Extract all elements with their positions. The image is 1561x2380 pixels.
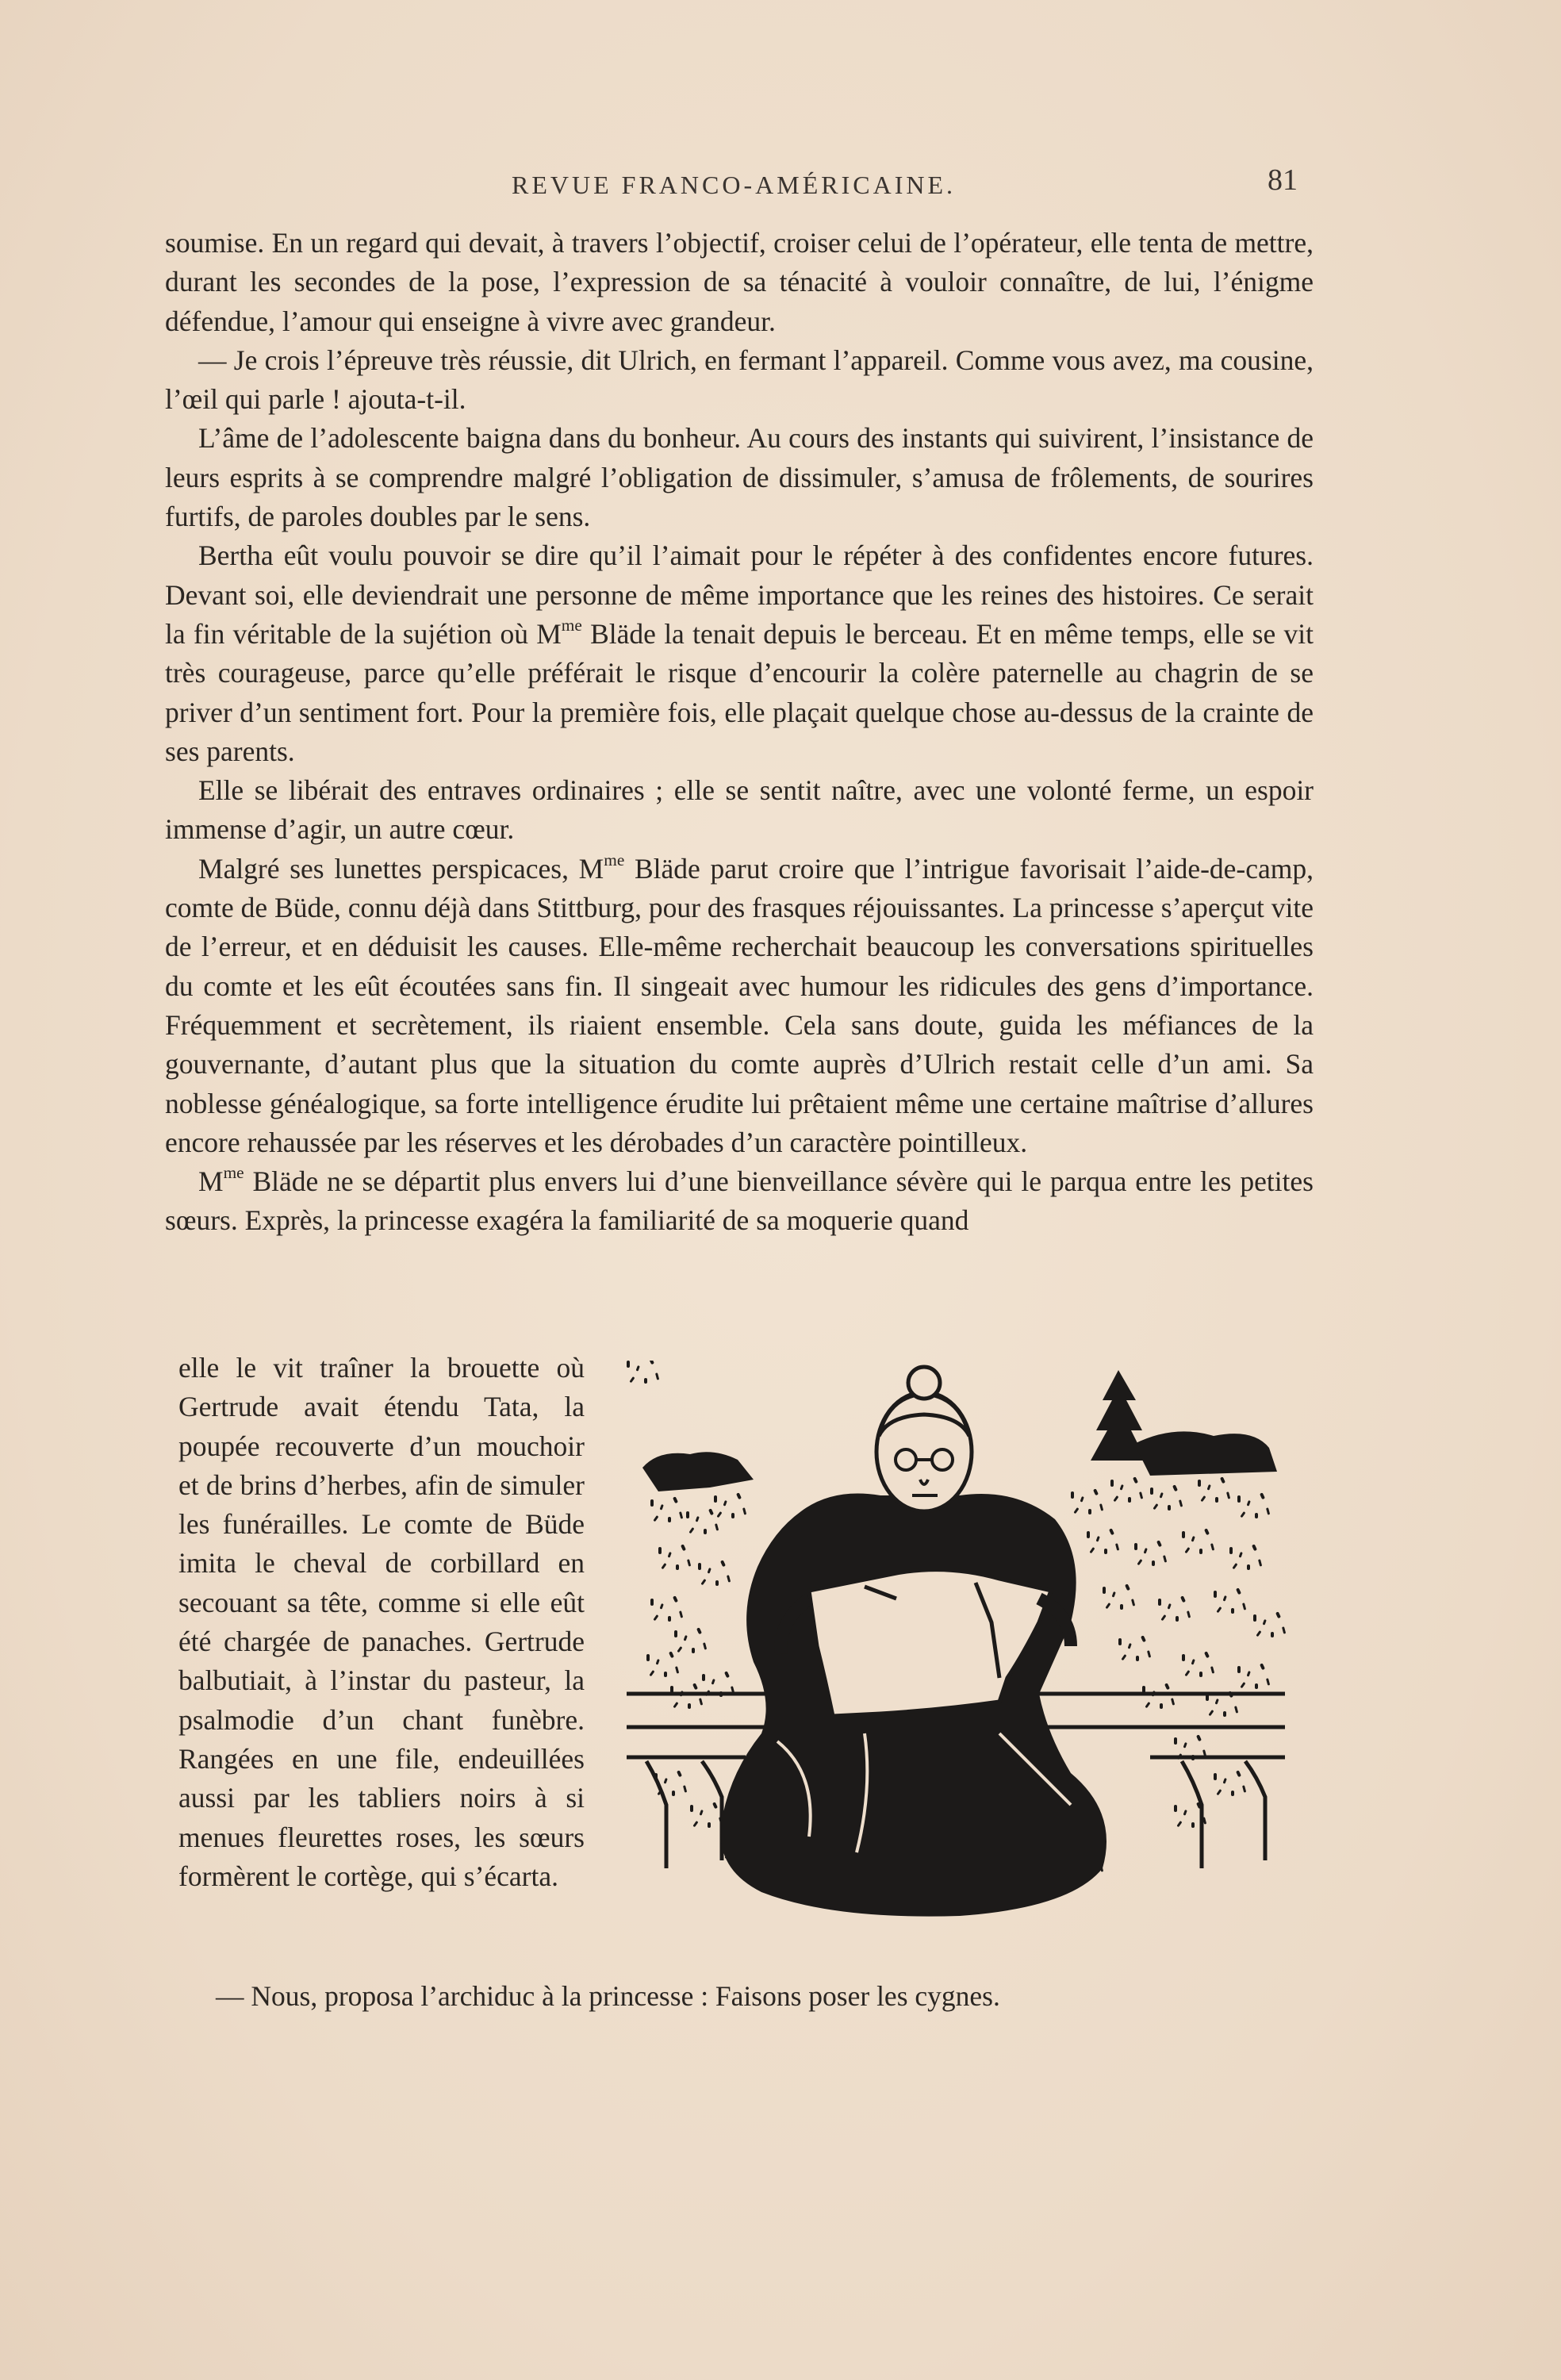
paragraph-part: Malgré ses lunettes perspicaces, M — [198, 852, 604, 885]
wrapped-text-column — [178, 1349, 585, 1896]
paragraph-part: Bläde parut croire que l’intrigue favorisait l’aide-de-camp, comte de Büde, connu déjà dans Stittburg, pour des frasques réjouissantes. La princesse s’aperçut vite de l’erreur, et en déduisit les causes. Elle-même recherchait beaucoup les conversations spirituelles du comte et les eût écoutées sans fin. Il singeait avec humour les ridicules des gens d’importance. Fréquemment et secrètement, ils riaient ensemble. Cela sans doute, guida les méfiances de la gouvernante, d’autant plus que la situation du comte auprès d’Ulrich restait celle d’un ami. Sa noblesse généalogique, sa forte intelligence érudite lui prêtaient même une certaine maîtrise d’allures encore rehaussée par les réserves et les dérobades d’un caractère pointilleux. — [165, 852, 1314, 1158]
main-text — [165, 224, 1314, 1241]
paragraph: Elle se libérait des entraves ordinaires ; elle se sentit naître, avec une volonté ferme, un espoir immense d’agir, un autre cœur. — [165, 774, 1314, 846]
paragraph: L’âme de l’adolescente baigna dans du bonheur. Au cours des instants qui suivirent, l’insistance de leurs esprits à se comprendre malgré l’obligation de dissimuler, s’amusa de frôlements, de sourires furtifs, de paroles doubles par le sens. — [165, 422, 1314, 533]
hedge-shape — [1134, 1431, 1277, 1476]
woodcut-illustration — [627, 1361, 1309, 1932]
paragraph-part: Bläde ne se départit plus envers lui d’une bienveillance sévère qui le parqua entre les petites sœurs. Exprès, la princesse exagéra la familiarité de sa moquerie quand — [165, 1165, 1314, 1237]
paragraph — [165, 1162, 1314, 1241]
superscript: me — [604, 850, 625, 869]
page-number: 81 — [1268, 163, 1298, 197]
hedge-shape — [642, 1452, 754, 1491]
superscript: me — [223, 1163, 244, 1183]
paragraph-part: Bertha eût voulu pouvoir se dire qu’il l’aimait pour le répéter à des confidentes encore futures. Devant soi, elle deviendrait une personne de même importance que les reines des histoires. Ce serait la fin véritable de la sujétion où M — [165, 539, 1314, 650]
paragraph: soumise. En un regard qui devait, à travers l’objectif, croiser celui de l’opérateur, elle tenta de mettre, durant les secondes de la pose, l’expression de sa ténacité à vouloir connaître, de lui, l’énigme défendue, l’amour qui enseigne à vivre avec grandeur. — [165, 227, 1314, 337]
paragraph: elle le vit traîner la brouette où Gertrude avait étendu Tata, la poupée recouverte d’un mouchoir et de brins d’herbes, afin de simuler les funérailles. Le comte de Büde imita le cheval de corbillard en secouant sa tête, comme si elle eût été chargée de panaches. Gertrude balbutiait, à l’instar du pasteur, la psalmodie d’un chant funèbre. Rangées en une file, endeuillées aussi par les tabliers noirs à si menues fleurettes roses, les sœurs formèrent le cortège, qui s’écarta. — [178, 1352, 585, 1892]
hair-bun — [908, 1367, 940, 1399]
closing-line: — Nous, proposa l’archiduc à la princesse : Faisons poser les cygnes. — [216, 1980, 1000, 2012]
paragraph-part: M — [198, 1165, 224, 1198]
paragraph — [165, 536, 1314, 771]
paragraph: — Je crois l’épreuve très réussie, dit Ulrich, en fermant l’appareil. Comme vous avez, ma cousine, l’œil qui parle ! ajouta-t-il. — [165, 344, 1314, 416]
superscript: me — [561, 616, 582, 635]
paragraph-part: Bläde la tenait depuis le berceau. Et en même temps, elle se vit très courageuse, parce qu’elle préférait le risque d’encourir la colère paternelle au chagrin de se priver d’un sentiment fort. Pour la première fois, elle plaçait quelque chose au-dessus de la crainte de ses parents. — [165, 617, 1314, 767]
page-header — [0, 163, 1561, 210]
paragraph — [165, 850, 1314, 1162]
running-title: REVUE FRANCO-AMÉRICAINE. — [512, 171, 956, 199]
